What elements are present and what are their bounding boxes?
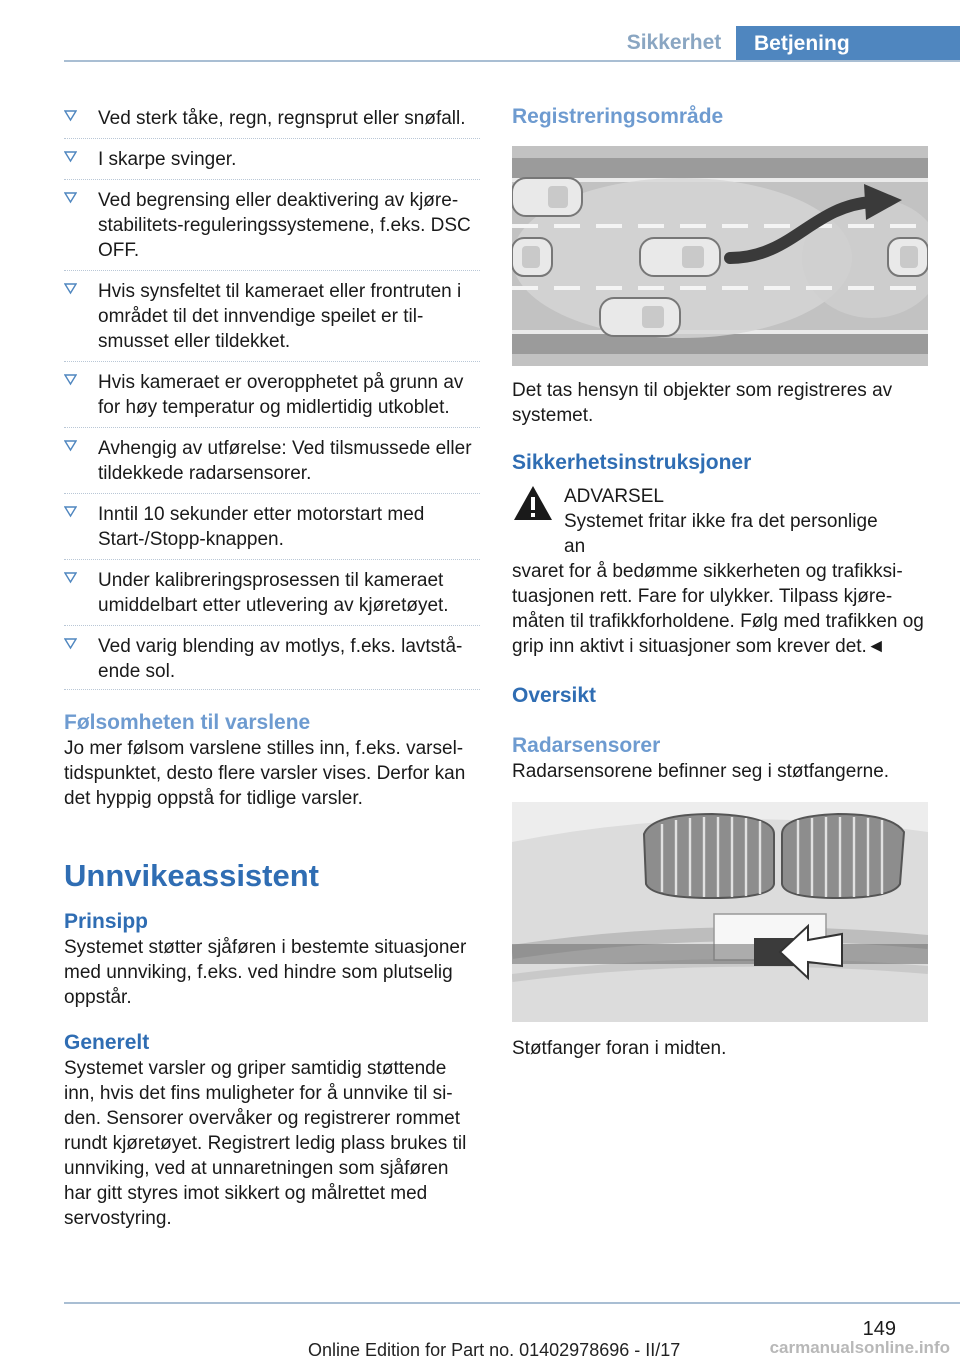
triangle-bullet-icon <box>64 505 78 519</box>
triangle-bullet-icon <box>64 150 78 164</box>
list-item <box>64 106 480 139</box>
list-item-text: Ved varig blending av motlys, f.eks. lavtstående sol. <box>98 636 463 682</box>
warning-triangle-icon <box>512 484 554 559</box>
triangle-bullet-icon <box>64 191 78 205</box>
tab-sikkerhet[interactable]: Sikkerhet <box>612 26 736 60</box>
list-item-text: Ved begrensing eller deaktivering av kjørestabilitets-reguleringssystemene, f.eks. DSC OFF. <box>98 190 471 261</box>
list-item-text: I skarpe svinger. <box>98 149 237 170</box>
general-text: Systemet varsler og griper samtidig støttende inn, hvis det fins muligheter for å unnvike til siden. Sensorer overvåker og registrerer rommet rundt kjøretøyet. Registrert ledig plass brukes til unnviking, ved at unnaretningen som sjåføren har gitt styres imot sikkert og målrettet med servostyring. <box>64 1058 467 1229</box>
list-item <box>64 147 480 180</box>
principle-text: Systemet støtter sjåføren i bestemte situasjoner med unnviking, f.eks. ved hindre som plutselig oppstår. <box>64 937 467 1008</box>
triangle-bullet-icon <box>64 282 78 296</box>
list-item <box>64 502 480 560</box>
warning-text: svaret for å bedømme sikkerheten og trafikksituasjonen rett. Fare for ulykker. Tilpass kjøremåten til trafikkforholdene. Følg med trafikken og grip inn aktivt i situasjoner som krever det.◄ <box>512 561 924 657</box>
right-column <box>512 100 928 1061</box>
condition-list <box>64 106 480 690</box>
sensitivity-text: Jo mer følsom varslene stilles inn, f.eks. varseltidspunktet, desto flere varsler vises. Derfor kan det hyppig oppstå for tidlige varsler. <box>64 738 466 809</box>
list-item <box>64 188 480 271</box>
bumper-caption: Støtfanger foran i midten. <box>512 1038 727 1059</box>
principle-heading: Prinsipp <box>64 910 149 933</box>
detection-caption: Det tas hensyn til objekter som registreres av systemet. <box>512 380 893 426</box>
tab-betjening[interactable]: Betjening <box>736 26 960 62</box>
header-rule <box>64 60 960 62</box>
warning-block <box>512 484 928 559</box>
triangle-bullet-icon <box>64 637 78 651</box>
radar-text: Radarsensorene befinner seg i støtfangerne. <box>512 761 890 782</box>
radar-heading: Radarsensorer <box>512 734 661 757</box>
triangle-bullet-icon <box>64 571 78 585</box>
page-number: 149 <box>862 1318 896 1340</box>
list-item-text: Hvis synsfeltet til kameraet eller frontruten i området til det innvendige speilet er tilsmusset eller tildekket. <box>98 281 462 352</box>
list-item <box>64 370 480 428</box>
front-bumper-image <box>512 802 928 1022</box>
detection-area-image <box>512 146 928 366</box>
triangle-bullet-icon <box>64 109 78 123</box>
triangle-bullet-icon <box>64 439 78 453</box>
list-item-text: Avhengig av utførelse: Ved tilsmussede eller tildekkede radarsensorer. <box>98 438 472 484</box>
safety-heading: Sikkerhetsinstruksjoner <box>512 451 752 474</box>
general-heading: Generelt <box>64 1031 150 1054</box>
list-item-text: Inntil 10 sekunder etter motorstart med Start-/Stopp-knappen. <box>98 504 425 550</box>
sensitivity-heading: Følsomheten til varslene <box>64 711 311 734</box>
list-item <box>64 436 480 494</box>
list-item <box>64 568 480 626</box>
list-item <box>64 634 480 690</box>
footer-rule <box>64 1302 960 1304</box>
list-item-text: Hvis kameraet er overopphetet på grunn av for høy temperatur og midlertidig utkoblet. <box>98 372 464 418</box>
warning-text-first: Systemet fritar ikke fra det personlige an <box>564 511 878 557</box>
list-item-text: Ved sterk tåke, regn, regnsprut eller snøfall. <box>98 108 466 129</box>
detection-heading: Registreringsområde <box>512 105 724 128</box>
overview-heading: Oversikt <box>512 684 597 707</box>
section-title: Unnvikeassistent <box>64 858 319 893</box>
warning-label: ADVARSEL <box>564 486 664 507</box>
edition-text: Online Edition for Part no. 01402978696 - II/17 <box>308 1340 681 1360</box>
watermark: carmanualsonline.info <box>769 1338 950 1357</box>
list-item <box>64 279 480 362</box>
list-item-text: Under kalibreringsprosessen til kameraet umiddelbart etter utlevering av kjøretøyet. <box>98 570 449 616</box>
left-column <box>64 106 480 1231</box>
triangle-bullet-icon <box>64 373 78 387</box>
